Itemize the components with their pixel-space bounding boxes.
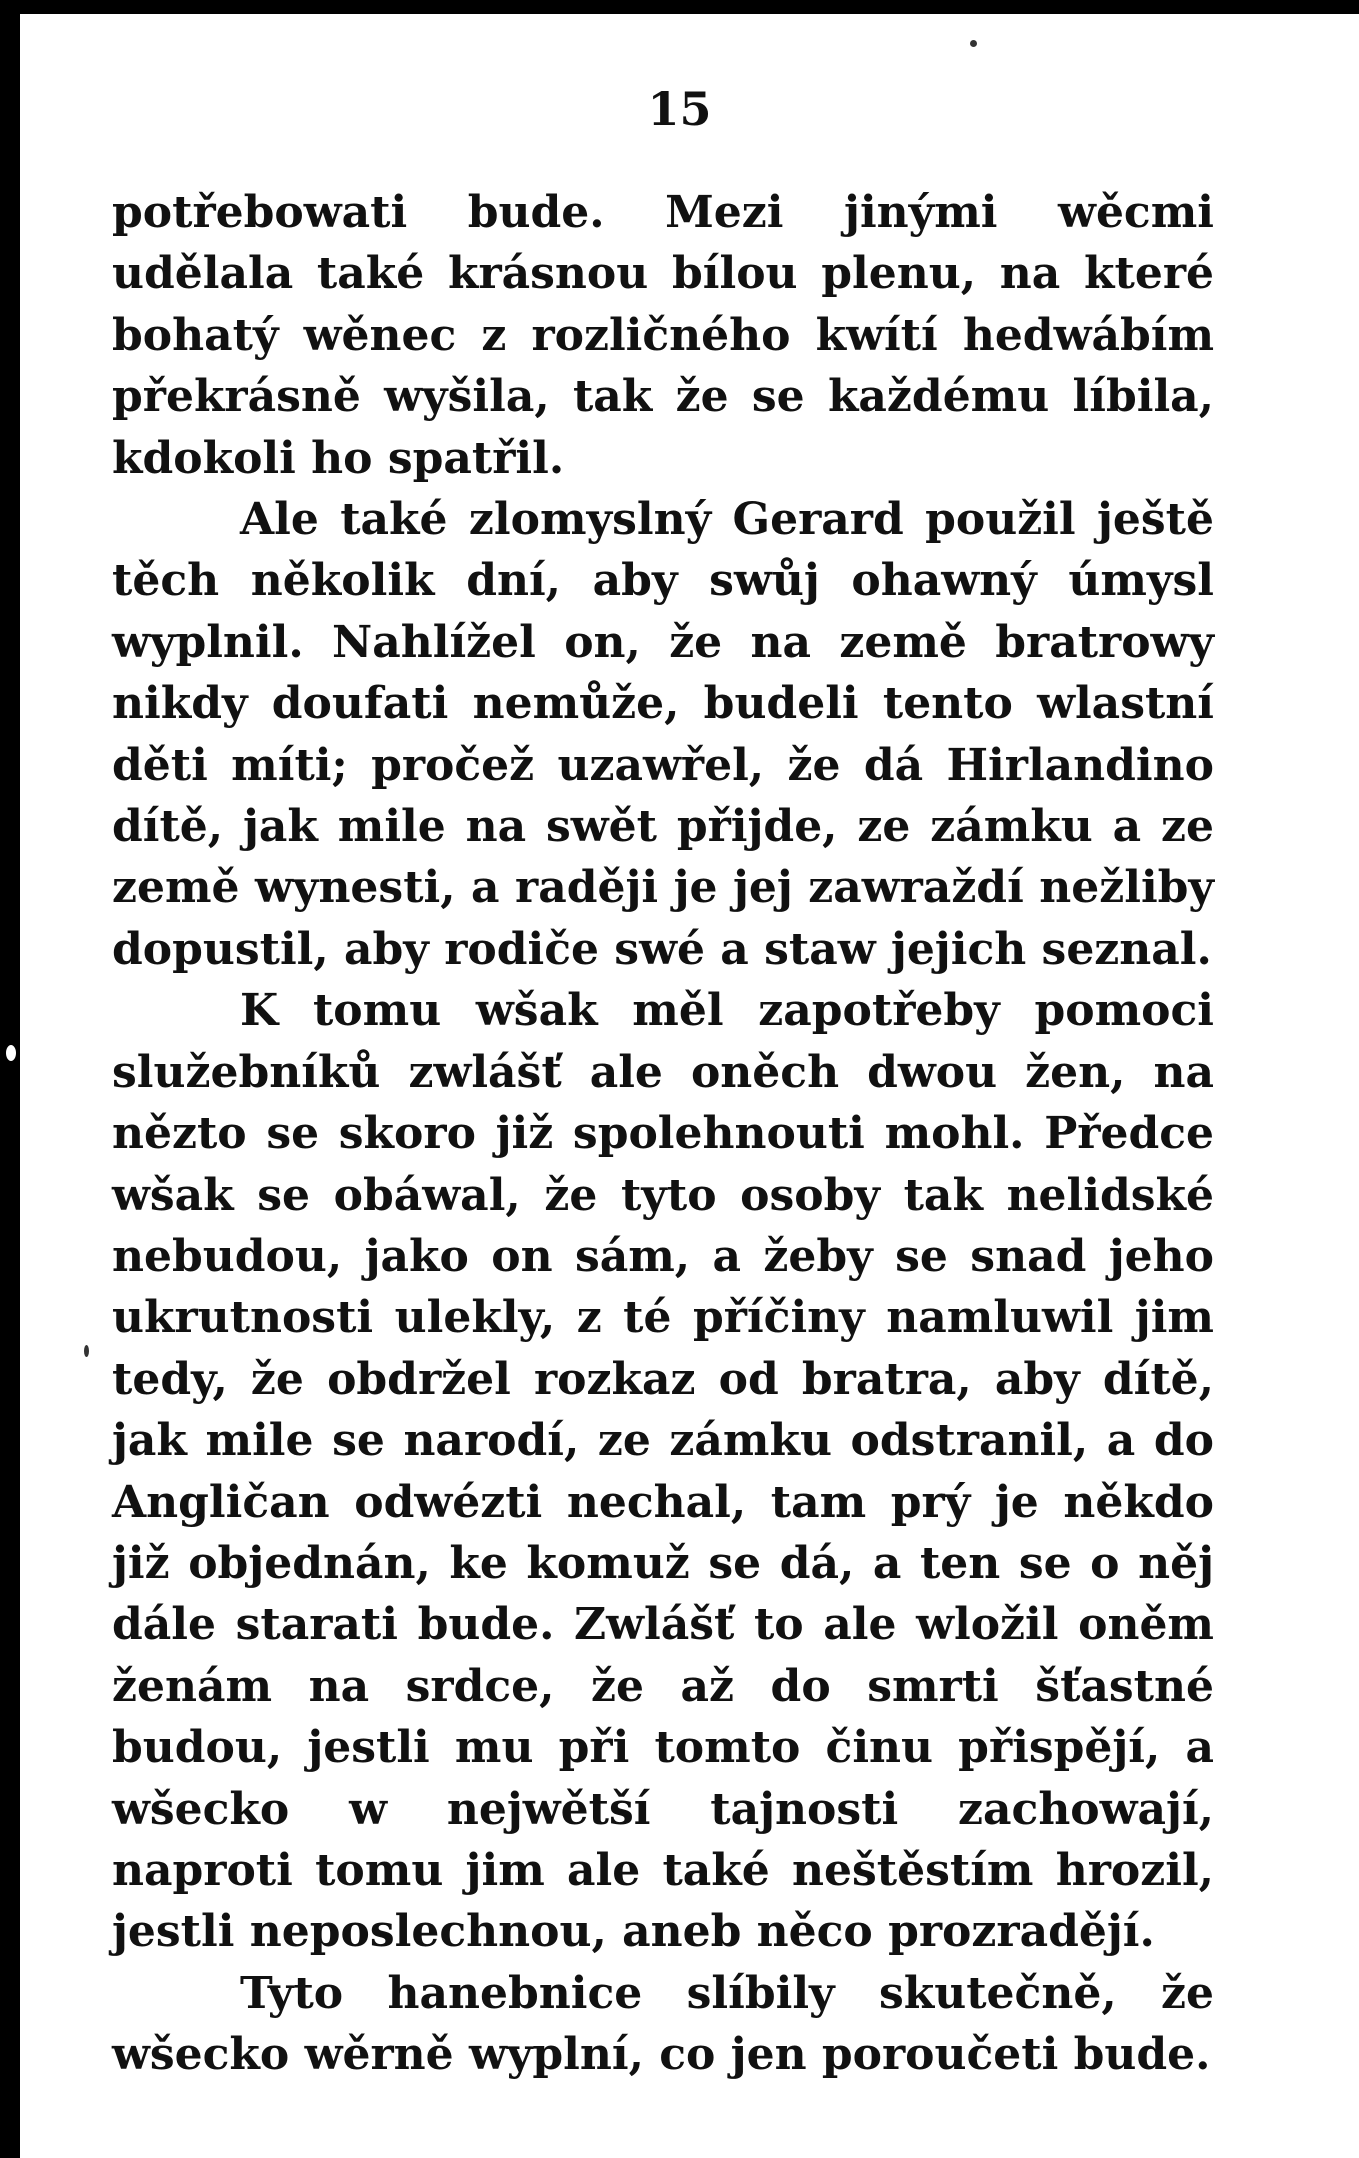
paragraph: Tyto hanebnice slíbily skutečně, že wšecko wěrně wyplní, co jen poroučeti bude. [112,1967,1214,2081]
scan-speck [6,1045,16,1061]
scan-speck [84,1345,89,1357]
body-text [112,182,1214,2086]
paragraph: potřebowati bude. Mezi jinými wěcmi udělala také krásnou bílou plenu, na které bohatý wěnec z rozličného kwítí hedwábím překrásně wyšila, tak že se každému líbila, kdokoli ho spatřil. [112,187,1214,484]
paragraph: K tomu wšak měl zapotřeby pomoci služebníků zwlášť ale oněch dwou žen, na nězto se skoro již spolehnouti mohl. Předce wšak se obáwal, že tyto osoby tak nelidské nebudou, jako on sám, a žeby se snad jeho ukrutnosti ulekly, z té příčiny namluwil jim tedy, že obdržel rozkaz od bratra, aby dítě, jak mile se narodí, ze zámku odstranil, a do Angličan odwézti nechal, tam prý je někdo již objednán, ke komuž se dá, a ten se o něj dále starati bude. Zwlášť to ale wložil oněm ženám na srdce, že až do smrti šťastné budou, jestli mu při tomto činu přispějí, a wšecko w nejwětší tajnosti zachowají, naproti tomu jim ale také neštěstím hrozil, jestli neposlechnou, aneb něco prozradějí. [112,985,1214,1958]
page-number: 15 [647,82,712,136]
paragraph: Ale také zlomyslný Gerard použil ještě těch několik dní, aby swůj ohawný úmysl wyplnil. Nahlížel on, že na země bratrowy nikdy doufati nemůže, budeli tento wlastní děti míti; pročež uzawřel, že dá Hirlandino dítě, jak mile na swět přijde, ze zámku a ze země wynesti, a raději je jej zawraždí nežliby dopustil, aby rodiče swé a staw jejich seznal. [112,494,1214,975]
scan-border-top [0,0,1359,14]
scan-speck [970,40,977,47]
scan-border-left [0,0,20,2158]
